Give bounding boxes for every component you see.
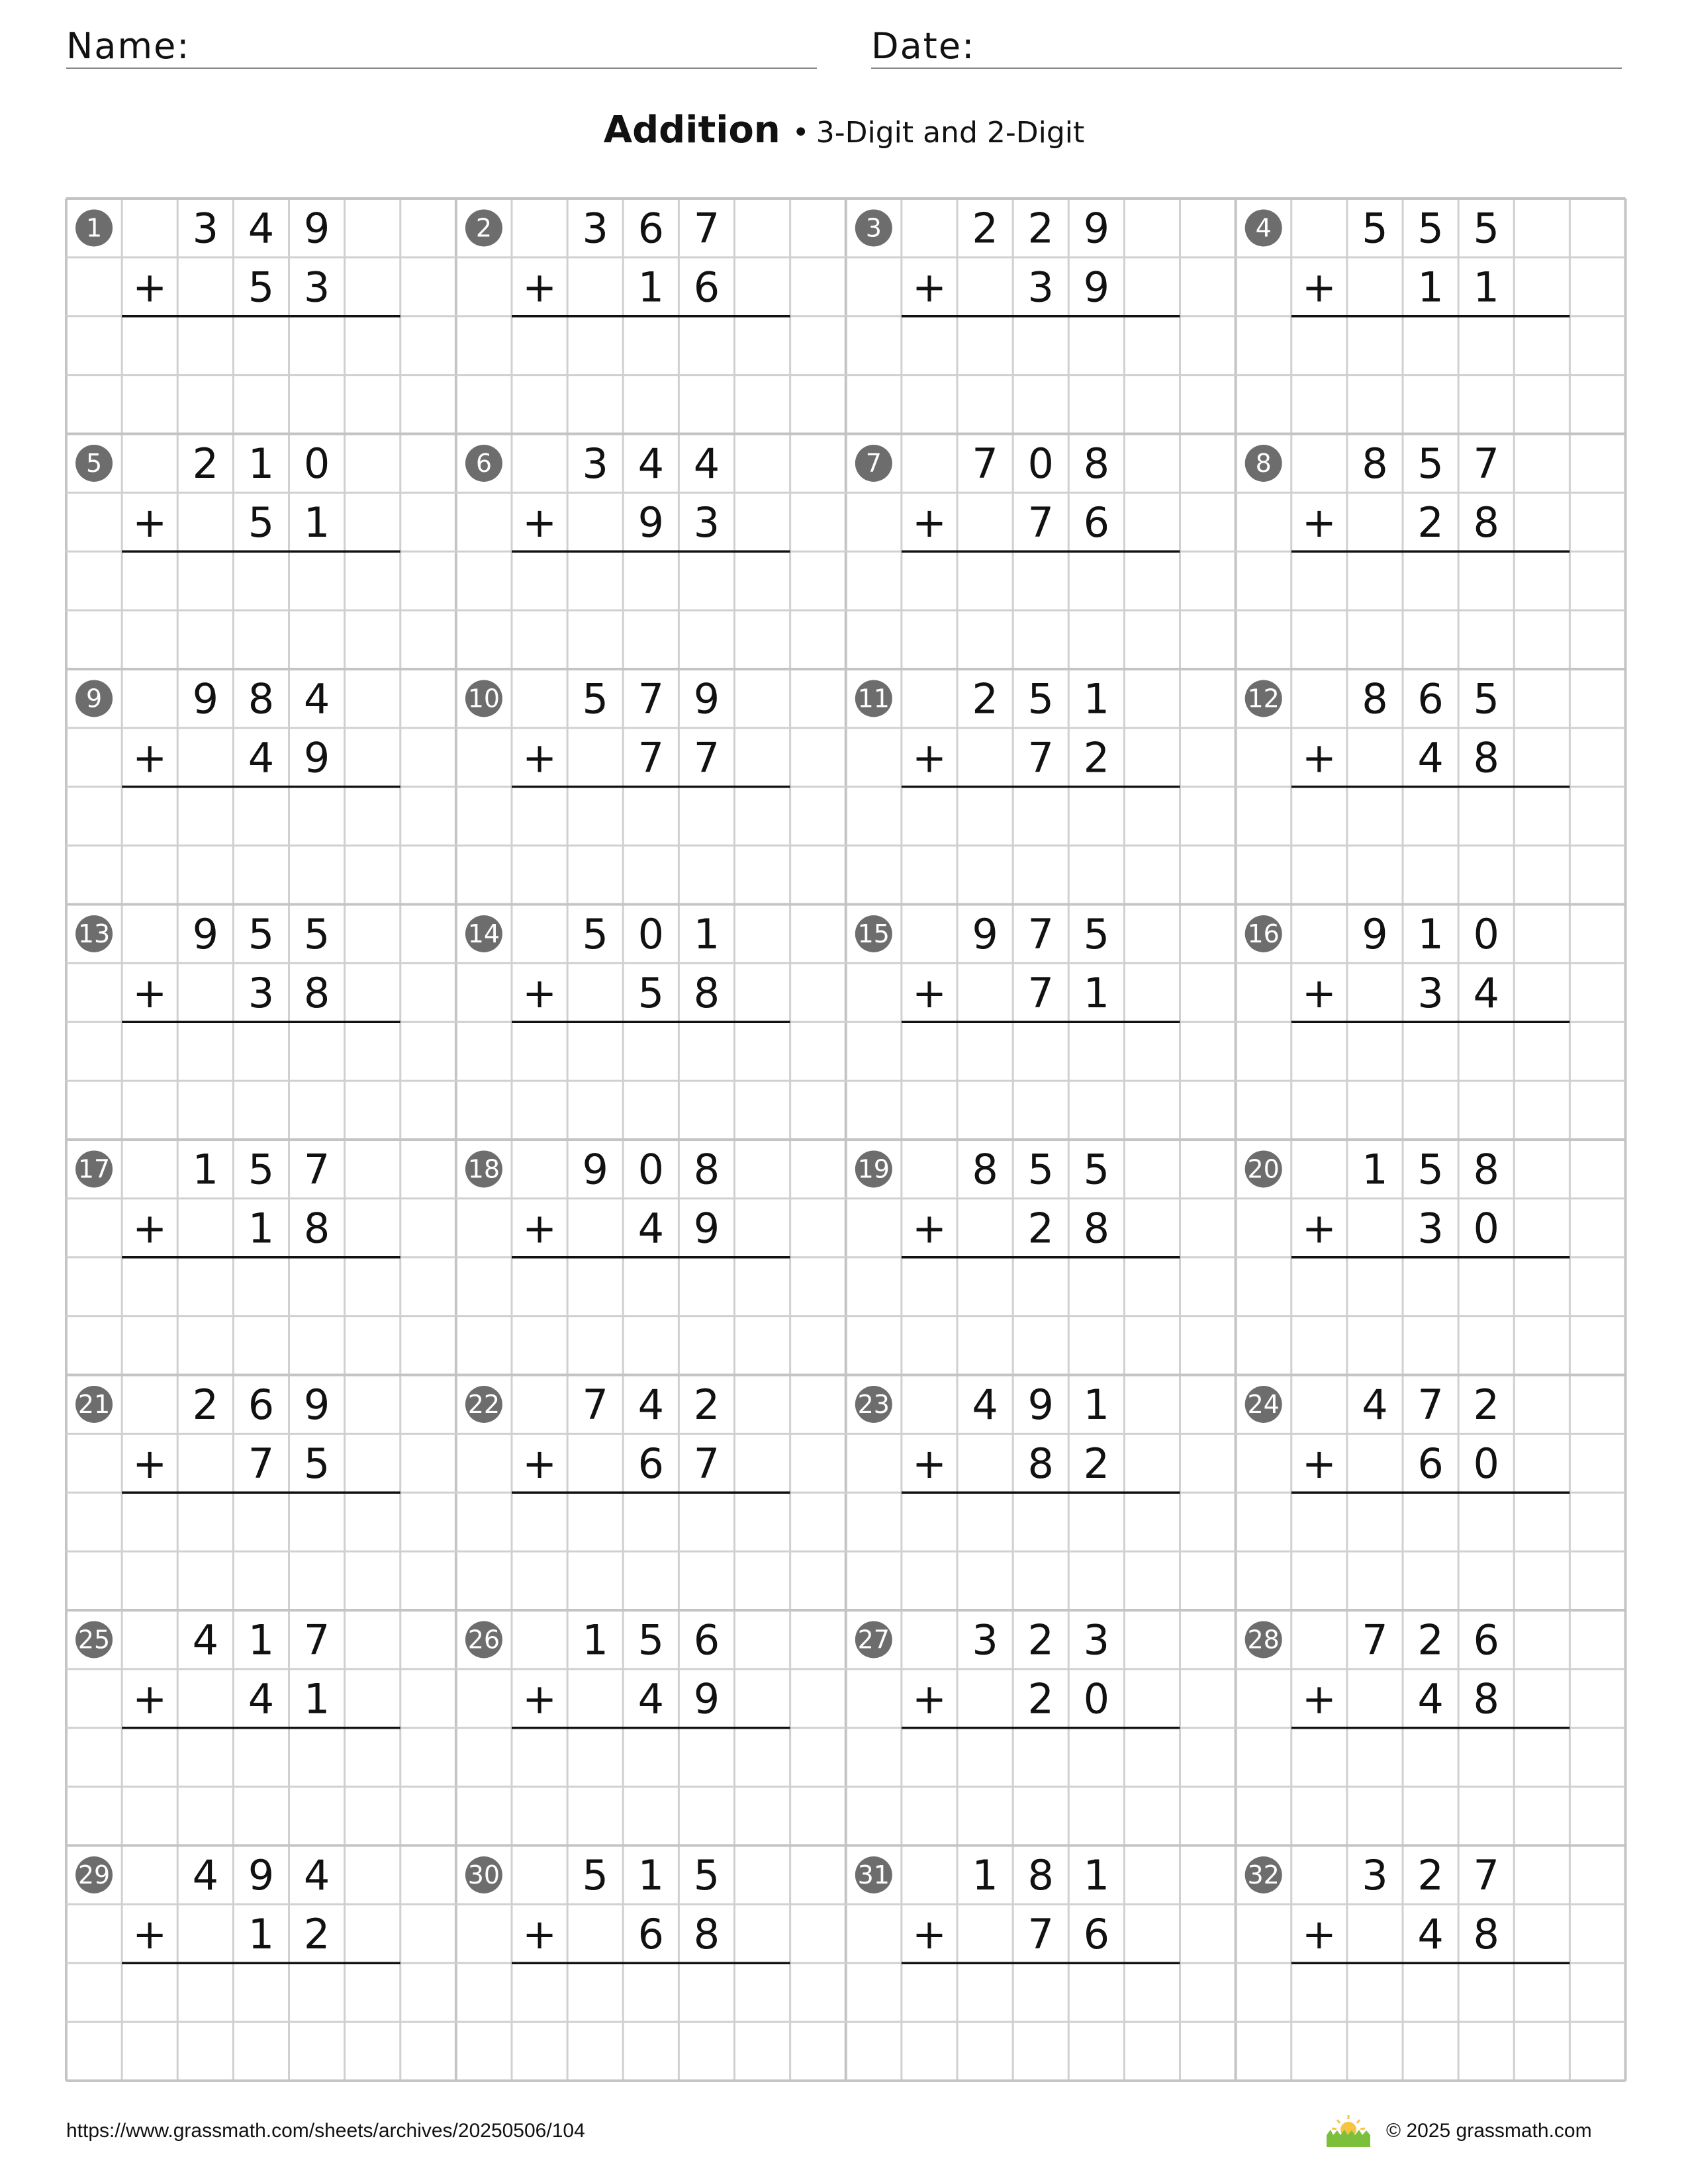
addend-top-digit: 8 <box>1362 439 1388 488</box>
problem-number: 13 <box>77 919 111 948</box>
addend-bottom-digit: 2 <box>1417 498 1444 547</box>
plus-sign: + <box>1301 263 1336 312</box>
addend-top-digit: 2 <box>192 1380 219 1429</box>
addend-top-digit: 4 <box>637 1380 665 1429</box>
plus-sign: + <box>912 733 947 782</box>
addend-bottom-digit: 1 <box>248 1204 275 1253</box>
addend-bottom-digit: 7 <box>1027 498 1054 547</box>
plus-sign: + <box>1301 1674 1336 1723</box>
addend-bottom-digit: 2 <box>1083 733 1110 782</box>
addend-top-digit: 1 <box>972 1850 998 1899</box>
addend-top-digit: 6 <box>1417 674 1444 723</box>
plus-sign: + <box>522 263 557 312</box>
addend-top-digit: 5 <box>1083 909 1110 958</box>
addend-top-digit: 9 <box>303 204 330 253</box>
addend-bottom-digit: 7 <box>248 1439 275 1488</box>
addend-top-digit: 2 <box>1027 204 1054 253</box>
problem-number: 18 <box>467 1154 500 1184</box>
plus-sign: + <box>1301 968 1336 1017</box>
addend-top-digit: 8 <box>248 674 275 723</box>
addend-bottom-digit: 6 <box>693 263 720 312</box>
addend-bottom-digit: 1 <box>1473 263 1499 312</box>
addend-bottom-digit: 7 <box>1027 733 1054 782</box>
plus-sign: + <box>912 263 947 312</box>
problem-number: 1 <box>85 213 103 243</box>
addend-top-digit: 1 <box>248 439 275 488</box>
addend-top-digit: 7 <box>637 674 665 723</box>
addend-top-digit: 3 <box>582 439 608 488</box>
addend-top-digit: 8 <box>1027 1850 1054 1899</box>
addend-bottom-digit: 1 <box>303 498 330 547</box>
problem-number: 2 <box>475 213 492 243</box>
title-main: Addition <box>603 109 780 152</box>
addend-top-digit: 8 <box>1362 674 1388 723</box>
addend-top-digit: 5 <box>1083 1145 1110 1194</box>
problem-number: 10 <box>467 684 500 713</box>
addend-top-digit: 4 <box>248 204 275 253</box>
addend-top-digit: 4 <box>192 1850 219 1899</box>
addend-top-digit: 9 <box>693 674 720 723</box>
addend-top-digit: 4 <box>693 439 720 488</box>
addend-bottom-digit: 7 <box>693 1439 720 1488</box>
addend-top-digit: 1 <box>248 1615 275 1664</box>
plus-sign: + <box>132 1674 167 1723</box>
addend-top-digit: 5 <box>248 1145 275 1194</box>
addend-top-digit: 2 <box>192 439 219 488</box>
plus-sign: + <box>132 1204 167 1253</box>
plus-sign: + <box>132 498 167 547</box>
plus-sign: + <box>522 1204 557 1253</box>
problem-number: 14 <box>467 919 500 948</box>
addend-bottom-digit: 7 <box>1027 968 1054 1017</box>
addend-top-digit: 2 <box>1417 1850 1444 1899</box>
plus-sign: + <box>912 498 947 547</box>
addend-top-digit: 4 <box>192 1615 219 1664</box>
addend-top-digit: 0 <box>637 909 665 958</box>
addend-top-digit: 2 <box>1473 1380 1499 1429</box>
name-label: Name: <box>66 25 191 67</box>
addend-top-digit: 2 <box>972 674 998 723</box>
addend-top-digit: 5 <box>693 1850 720 1899</box>
addend-top-digit: 9 <box>1083 204 1110 253</box>
addend-bottom-digit: 8 <box>1473 1909 1499 1958</box>
problem-number: 28 <box>1247 1625 1280 1655</box>
problem-number: 8 <box>1255 448 1272 478</box>
problem-number: 12 <box>1247 684 1280 713</box>
problem-number: 22 <box>467 1389 500 1419</box>
addend-top-digit: 1 <box>1417 909 1444 958</box>
plus-sign: + <box>522 498 557 547</box>
addend-top-digit: 4 <box>303 1850 330 1899</box>
problem-number: 4 <box>1255 213 1272 243</box>
plus-sign: + <box>912 1909 947 1958</box>
addend-bottom-digit: 8 <box>1473 733 1499 782</box>
addend-top-digit: 9 <box>192 674 219 723</box>
footer-url[interactable]: https://www.grassmath.com/sheets/archives/20250506/104 <box>66 2120 585 2142</box>
addend-bottom-digit: 9 <box>303 733 330 782</box>
problem-number: 5 <box>85 448 103 478</box>
addend-top-digit: 7 <box>972 439 998 488</box>
addend-top-digit: 7 <box>303 1145 330 1194</box>
addend-bottom-digit: 6 <box>1417 1439 1444 1488</box>
plus-sign: + <box>912 968 947 1017</box>
addend-bottom-digit: 8 <box>1473 498 1499 547</box>
problem-number: 27 <box>857 1625 890 1655</box>
addend-top-digit: 9 <box>303 1380 330 1429</box>
plus-sign: + <box>522 1674 557 1723</box>
addend-bottom-digit: 8 <box>303 968 330 1017</box>
addend-top-digit: 7 <box>303 1615 330 1664</box>
addend-top-digit: 1 <box>1083 1850 1110 1899</box>
addend-bottom-digit: 3 <box>1417 968 1444 1017</box>
problem-number: 25 <box>77 1625 111 1655</box>
addend-top-digit: 1 <box>637 1850 665 1899</box>
addend-bottom-digit: 8 <box>1083 1204 1110 1253</box>
addend-bottom-digit: 5 <box>637 968 665 1017</box>
problem-number: 11 <box>857 684 890 713</box>
addend-top-digit: 1 <box>192 1145 219 1194</box>
addend-top-digit: 5 <box>1027 1145 1054 1194</box>
problem-number: 17 <box>77 1154 111 1184</box>
addend-bottom-digit: 7 <box>1027 1909 1054 1958</box>
addend-bottom-digit: 6 <box>1083 498 1110 547</box>
addend-top-digit: 8 <box>1083 439 1110 488</box>
addend-bottom-digit: 2 <box>1083 1439 1110 1488</box>
plus-sign: + <box>1301 1204 1336 1253</box>
plus-sign: + <box>1301 1439 1336 1488</box>
addend-top-digit: 9 <box>1362 909 1388 958</box>
addend-bottom-digit: 8 <box>1027 1439 1054 1488</box>
addend-bottom-digit: 8 <box>693 1909 720 1958</box>
addend-top-digit: 7 <box>693 204 720 253</box>
addend-bottom-digit: 0 <box>1473 1439 1499 1488</box>
addend-bottom-digit: 4 <box>1473 968 1499 1017</box>
addend-top-digit: 0 <box>1473 909 1499 958</box>
problem-number: 24 <box>1247 1389 1280 1419</box>
plus-sign: + <box>1301 733 1336 782</box>
addend-bottom-digit: 2 <box>1027 1204 1054 1253</box>
footer-copyright: © 2025 grassmath.com <box>1386 2120 1592 2142</box>
addend-top-digit: 3 <box>582 204 608 253</box>
addend-bottom-digit: 1 <box>637 263 665 312</box>
addend-top-digit: 9 <box>582 1145 608 1194</box>
addend-bottom-digit: 4 <box>1417 733 1444 782</box>
problem-number: 6 <box>475 448 492 478</box>
addend-top-digit: 8 <box>972 1145 998 1194</box>
addend-bottom-digit: 3 <box>1027 263 1054 312</box>
addend-top-digit: 3 <box>192 204 219 253</box>
addend-top-digit: 5 <box>1362 204 1388 253</box>
title-bullet: • <box>792 116 810 150</box>
addend-top-digit: 4 <box>637 439 665 488</box>
addend-top-digit: 9 <box>972 909 998 958</box>
addend-top-digit: 7 <box>1417 1380 1444 1429</box>
addend-top-digit: 1 <box>1083 1380 1110 1429</box>
addend-bottom-digit: 9 <box>1083 263 1110 312</box>
addend-bottom-digit: 3 <box>248 968 275 1017</box>
addend-bottom-digit: 0 <box>1473 1204 1499 1253</box>
addend-top-digit: 6 <box>1473 1615 1499 1664</box>
problem-number: 3 <box>865 213 882 243</box>
addend-bottom-digit: 9 <box>637 498 665 547</box>
addend-top-digit: 5 <box>582 909 608 958</box>
addend-top-digit: 1 <box>1362 1145 1388 1194</box>
problem-number: 7 <box>865 448 882 478</box>
addend-top-digit: 7 <box>582 1380 608 1429</box>
addend-top-digit: 2 <box>972 204 998 253</box>
addend-bottom-digit: 5 <box>248 263 275 312</box>
addend-bottom-digit: 6 <box>1083 1909 1110 1958</box>
addend-bottom-digit: 4 <box>637 1204 665 1253</box>
addend-top-digit: 5 <box>1473 674 1499 723</box>
plus-sign: + <box>132 733 167 782</box>
addend-top-digit: 5 <box>1417 439 1444 488</box>
addend-top-digit: 8 <box>693 1145 720 1194</box>
addend-bottom-digit: 2 <box>303 1909 330 1958</box>
addend-bottom-digit: 6 <box>637 1439 665 1488</box>
problem-number: 32 <box>1247 1860 1280 1889</box>
addend-top-digit: 4 <box>303 674 330 723</box>
addend-top-digit: 5 <box>637 1615 665 1664</box>
addend-top-digit: 6 <box>637 204 665 253</box>
addend-bottom-digit: 0 <box>1083 1674 1110 1723</box>
grass-sun-logo-icon <box>1324 2113 1373 2148</box>
addend-bottom-digit: 2 <box>1027 1674 1054 1723</box>
addend-bottom-digit: 6 <box>637 1909 665 1958</box>
date-label: Date: <box>871 25 976 67</box>
addend-top-digit: 7 <box>1473 439 1499 488</box>
addend-top-digit: 6 <box>248 1380 275 1429</box>
addend-bottom-digit: 8 <box>693 968 720 1017</box>
addend-bottom-digit: 7 <box>637 733 665 782</box>
addend-bottom-digit: 4 <box>1417 1909 1444 1958</box>
addend-bottom-digit: 3 <box>303 263 330 312</box>
problem-number: 29 <box>77 1860 111 1889</box>
plus-sign: + <box>132 1909 167 1958</box>
addend-top-digit: 7 <box>1027 909 1054 958</box>
plus-sign: + <box>522 968 557 1017</box>
problem-number: 23 <box>857 1389 890 1419</box>
addend-bottom-digit: 1 <box>303 1674 330 1723</box>
addend-top-digit: 0 <box>637 1145 665 1194</box>
addend-bottom-digit: 9 <box>693 1674 720 1723</box>
problem-number: 19 <box>857 1154 890 1184</box>
plus-sign: + <box>522 733 557 782</box>
problem-number: 9 <box>85 684 103 713</box>
plus-sign: + <box>522 1439 557 1488</box>
addend-bottom-digit: 1 <box>1083 968 1110 1017</box>
addend-top-digit: 3 <box>1083 1615 1110 1664</box>
addend-top-digit: 0 <box>303 439 330 488</box>
plus-sign: + <box>912 1439 947 1488</box>
addend-bottom-digit: 5 <box>248 498 275 547</box>
problem-number: 20 <box>1247 1154 1280 1184</box>
problem-number: 16 <box>1247 919 1280 948</box>
addend-bottom-digit: 7 <box>693 733 720 782</box>
plus-sign: + <box>132 968 167 1017</box>
plus-sign: + <box>912 1204 947 1253</box>
addend-bottom-digit: 8 <box>1473 1674 1499 1723</box>
addend-top-digit: 5 <box>248 909 275 958</box>
addend-top-digit: 7 <box>1473 1850 1499 1899</box>
addend-bottom-digit: 3 <box>693 498 720 547</box>
addend-bottom-digit: 3 <box>1417 1204 1444 1253</box>
addend-top-digit: 5 <box>303 909 330 958</box>
addend-bottom-digit: 9 <box>693 1204 720 1253</box>
addend-bottom-digit: 5 <box>303 1439 330 1488</box>
addend-top-digit: 1 <box>582 1615 608 1664</box>
problem-number: 15 <box>857 919 890 948</box>
addend-top-digit: 6 <box>693 1615 720 1664</box>
problem-number: 26 <box>467 1625 500 1655</box>
addend-top-digit: 9 <box>248 1850 275 1899</box>
problem-number: 31 <box>857 1860 890 1889</box>
addend-top-digit: 5 <box>1417 1145 1444 1194</box>
addend-top-digit: 8 <box>1473 1145 1499 1194</box>
plus-sign: + <box>1301 498 1336 547</box>
plus-sign: + <box>1301 1909 1336 1958</box>
addend-top-digit: 9 <box>1027 1380 1054 1429</box>
addend-top-digit: 0 <box>1027 439 1054 488</box>
addend-top-digit: 9 <box>192 909 219 958</box>
addend-top-digit: 4 <box>972 1380 998 1429</box>
addend-bottom-digit: 8 <box>303 1204 330 1253</box>
addend-top-digit: 1 <box>693 909 720 958</box>
addend-top-digit: 5 <box>582 674 608 723</box>
plus-sign: + <box>912 1674 947 1723</box>
plus-sign: + <box>132 263 167 312</box>
title-subtitle: 3-Digit and 2-Digit <box>816 116 1085 150</box>
plus-sign: + <box>132 1439 167 1488</box>
problem-number: 21 <box>77 1389 111 1419</box>
addend-bottom-digit: 4 <box>248 733 275 782</box>
addend-top-digit: 5 <box>582 1850 608 1899</box>
problem-number: 30 <box>467 1860 500 1889</box>
addend-top-digit: 2 <box>1027 1615 1054 1664</box>
addend-top-digit: 5 <box>1027 674 1054 723</box>
addend-bottom-digit: 4 <box>1417 1674 1444 1723</box>
addend-top-digit: 5 <box>1417 204 1444 253</box>
addend-bottom-digit: 1 <box>1417 263 1444 312</box>
addend-bottom-digit: 1 <box>248 1909 275 1958</box>
addend-top-digit: 2 <box>693 1380 720 1429</box>
addend-bottom-digit: 4 <box>248 1674 275 1723</box>
plus-sign: + <box>522 1909 557 1958</box>
addend-top-digit: 3 <box>1362 1850 1388 1899</box>
addend-bottom-digit: 4 <box>637 1674 665 1723</box>
addend-top-digit: 3 <box>972 1615 998 1664</box>
addend-top-digit: 1 <box>1083 674 1110 723</box>
addend-top-digit: 7 <box>1362 1615 1388 1664</box>
addend-top-digit: 4 <box>1362 1380 1388 1429</box>
addend-top-digit: 2 <box>1417 1615 1444 1664</box>
addend-top-digit: 5 <box>1473 204 1499 253</box>
